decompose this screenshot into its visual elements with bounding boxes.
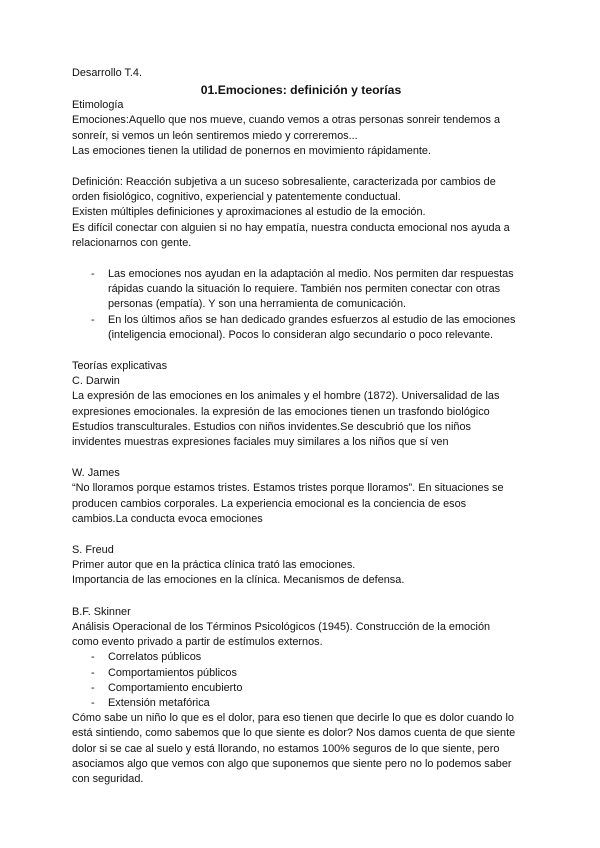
- list-item: - Extensión metafórica: [72, 696, 530, 711]
- list-item: - Comportamiento encubierto: [72, 681, 530, 696]
- skinner-closing-line: Cómo sabe un niño lo que es el dolor, para eso tienen que decirle lo que es dolor cuando lo: [72, 712, 514, 725]
- bullet-line: (inteligencia emocional). Pocos lo consideran algo secundario o poco relevante.: [108, 328, 494, 341]
- james-line: cambios.La conducta evoca emociones: [72, 512, 263, 525]
- definicion-line: Es difícil conectar con alguien si no hay empatía, nuestra conducta emocional nos ayuda a: [72, 221, 510, 234]
- spacer: [72, 589, 530, 605]
- document-header: Desarrollo T.4.: [72, 67, 143, 79]
- skinner-closing-line: dolor si se cae al suelo y está llorando, no estamos 100% seguros de lo que siente, pero: [72, 742, 500, 755]
- james-line: “No lloramos porque estamos tristes. Estamos tristes porque lloramos”. En situaciones se: [72, 482, 504, 495]
- darwin-line: Estudios transculturales. Estudios con niños invidentes.Se descubrió que los niños: [72, 420, 471, 433]
- skinner-closing-line: asociamos algo que vemos con algo que suponemos que siente pero no lo podemos saber: [72, 757, 512, 770]
- author-name: W. James: [72, 467, 120, 480]
- teorias-heading: Teorías explicativas: [72, 360, 168, 373]
- definicion-line: Definición: Reacción subjetiva a un suceso sobresaliente, caracterizada por cambios de: [72, 176, 496, 189]
- author-name: C. Darwin: [72, 375, 120, 388]
- freud-line: Importancia de las emociones en la clínica. Mecanismos de defensa.: [72, 574, 405, 587]
- spacer: [72, 159, 530, 175]
- bullet-line: - Las emociones nos ayudan en la adaptación al medio. Nos permiten dar respuestas: [108, 268, 514, 281]
- etimologia-line: Emociones:Aquello que nos mueve, cuando vemos a otras personas sonreir tendemos a: [72, 114, 501, 127]
- spacer: [72, 450, 530, 466]
- author-name: S. Freud: [72, 544, 114, 557]
- list-item: - Correlatos públicos: [72, 650, 530, 665]
- skinner-intro-line: como evento privado a partir de estímulos externos.: [72, 636, 323, 649]
- darwin-line: expresiones emocionales. la expresión de las emociones tienen un trasfondo biológico: [72, 405, 490, 418]
- skinner-closing-line: está sintiendo, como sabemos que lo que siente es dolor? Nos damos cuenta de que siente: [72, 727, 516, 740]
- author-name: B.F. Skinner: [72, 605, 131, 618]
- spacer: [72, 343, 530, 359]
- spacer: [72, 251, 530, 267]
- skinner-closing-line: con seguridad.: [72, 772, 144, 785]
- freud-line: Primer autor que en la práctica clínica trató las emociones.: [72, 559, 356, 572]
- bullet-line: rápidas cuando la situación lo requiere. También nos permiten conectar con otras: [108, 283, 501, 296]
- definicion-line: Existen múltiples definiciones y aproximaciones al estudio de la emoción.: [72, 206, 426, 219]
- bullet-list: [72, 267, 530, 343]
- definicion-line: orden fisiológico, cognitivo, experiencial y patentemente conductual.: [72, 191, 401, 204]
- list-item: [72, 267, 530, 313]
- list-item: [72, 313, 530, 343]
- bullet-line: - En los últimos años se han dedicado grandes esfuerzos al estudio de las emociones: [108, 313, 516, 326]
- darwin-line: La expresión de las emociones en los animales y el hombre (1872). Universalidad de las: [72, 390, 500, 403]
- darwin-line: invidentes muestras expresiones faciales muy similares a los niños que sí ven: [72, 436, 449, 449]
- document-title: 01.Emociones: definición y teorías: [200, 83, 402, 98]
- skinner-intro-line: Análisis Operacional de los Términos Psicológicos (1945). Construcción de la emoción: [72, 620, 491, 633]
- list-item: - Comportamientos públicos: [72, 666, 530, 681]
- definicion-line: relacionarnos con gente.: [72, 236, 192, 249]
- skinner-list: [72, 650, 530, 711]
- james-line: producen cambios corporales. La experiencia emocional es la conciencia de esos: [72, 497, 467, 510]
- spacer: [72, 527, 530, 543]
- etimologia-heading: Etimología: [72, 99, 124, 112]
- etimologia-line: Las emociones tienen la utilidad de ponernos en movimiento rápidamente.: [72, 144, 432, 157]
- etimologia-line: sonreír, si vemos un león sentiremos miedo y correremos...: [72, 129, 358, 142]
- bullet-line: personas (empatía). Y son una herramienta de comunicación.: [108, 298, 407, 311]
